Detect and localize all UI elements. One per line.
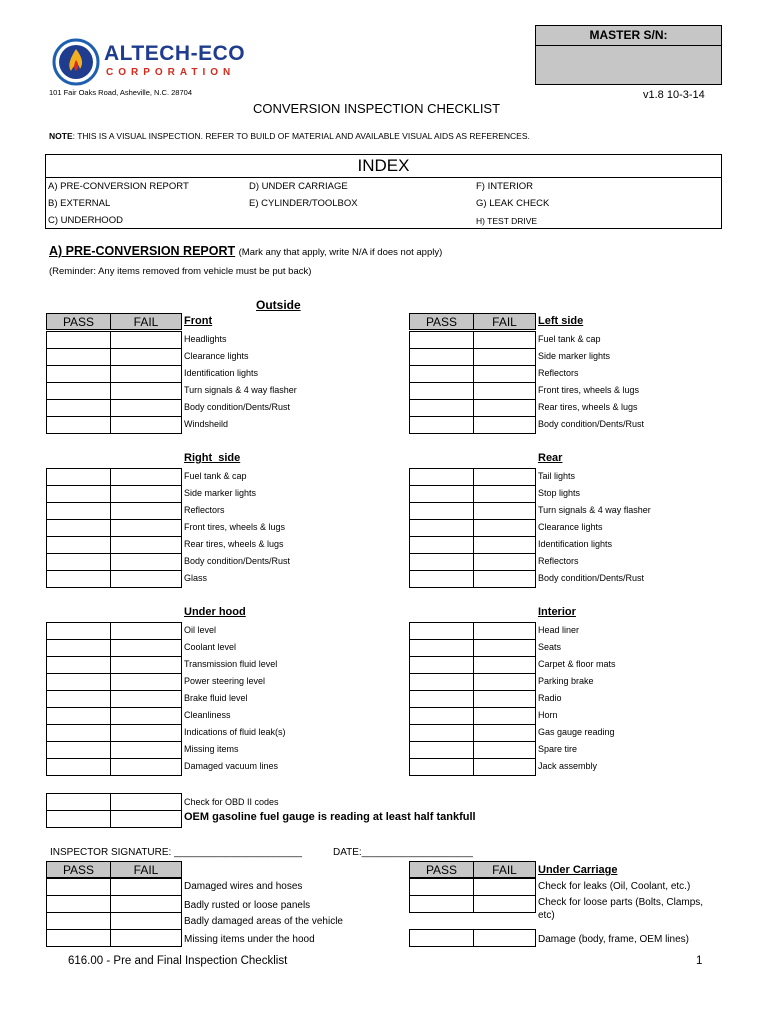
footer-page-number: 1 [696,955,703,967]
obd-pass-cell[interactable] [46,793,111,811]
right-side-pass-cell[interactable] [46,536,111,554]
master-sn-box [535,25,722,85]
front-fail-cell[interactable] [110,399,182,417]
right-side-item: Fuel tank & cap [184,471,247,481]
under-hood-item: Cleanliness [184,710,231,720]
flame-icon [52,38,100,86]
left-side-pass-cell[interactable] [409,331,474,349]
front-item: Body condition/Dents/Rust [184,402,291,412]
under-hood-pass-cell[interactable] [46,724,111,742]
right-side-item: Glass [184,573,208,583]
rear-pass-cell[interactable] [409,553,474,571]
right-side-fail-cell[interactable] [110,570,182,588]
pass-header-left: PASS [46,313,111,330]
interior-fail-cell[interactable] [473,724,536,742]
pass-header-right: PASS [409,313,474,330]
fail-header-bottom-left: FAIL [110,861,182,878]
company-logo [52,38,274,86]
under-hood-pass-cell[interactable] [46,690,111,708]
rear-fail-cell[interactable] [473,468,536,486]
under-hood-pass-cell[interactable] [46,673,111,691]
rear-item: Tail lights [538,471,576,481]
interior-fail-cell[interactable] [473,622,536,640]
left-side-pass-cell[interactable] [409,399,474,417]
rear-item: Reflectors [538,556,579,566]
right-side-fail-cell[interactable] [110,519,182,537]
interior-pass-cell[interactable] [409,639,474,657]
under-hood-pass-cell[interactable] [46,622,111,640]
interior-item: Radio [538,693,562,703]
left-side-fail-cell[interactable] [473,348,536,366]
obd-fail-cell[interactable] [110,793,182,811]
under-hood-fail-cell[interactable] [110,656,182,674]
right-side-fail-cell[interactable] [110,553,182,571]
rear-item: Identification lights [538,539,613,549]
interior-fail-cell[interactable] [473,673,536,691]
date-label[interactable]: DATE:____________________ [333,847,473,858]
master-sn-field[interactable] [536,46,721,85]
right-side-item: Rear tires, wheels & lugs [184,539,284,549]
under-hood-item: Transmission fluid level [184,659,278,669]
index-item-g: G) LEAK CHECK [476,198,550,209]
left-side-item: Side marker lights [538,351,611,361]
under-carriage-item-3: Damage (body, frame, OEM lines) [538,934,689,945]
under-hood-item: Brake fluid level [184,693,248,703]
interior-item: Seats [538,642,562,652]
obd-fail-cell[interactable] [110,810,182,828]
right-side-fail-cell[interactable] [110,502,182,520]
under-hood-fail-cell[interactable] [110,639,182,657]
under-hood-item: Missing items [184,744,239,754]
section-a-heading [49,244,442,258]
under-hood-title: Under hood [184,606,246,618]
fail-header-bottom-right: FAIL [473,861,536,878]
interior-item: Carpet & floor mats [538,659,616,669]
index-item-d: D) UNDER CARRIAGE [249,181,348,192]
left-side-item: Fuel tank & cap [538,334,601,344]
version: v1.8 10-3-14 [643,89,705,101]
right-side-pass-cell[interactable] [46,485,111,503]
front-fail-cell[interactable] [110,331,182,349]
interior-item: Jack assembly [538,761,598,771]
right-side-pass-cell[interactable] [46,519,111,537]
left-side-fail-cell[interactable] [473,331,536,349]
under-carriage-damage-pass-cell[interactable] [409,929,474,947]
interior-fail-cell[interactable] [473,639,536,657]
interior-item: Head liner [538,625,580,635]
rear-pass-cell[interactable] [409,519,474,537]
under-hood-item: Oil level [184,625,217,635]
obd-pass-cell[interactable] [46,810,111,828]
front-item: Turn signals & 4 way flasher [184,385,297,395]
left-side-item: Front tires, wheels & lugs [538,385,640,395]
left-side-pass-cell[interactable] [409,348,474,366]
bottom-item-1: Damaged wires and hoses [184,881,303,892]
index-item-b: B) EXTERNAL [48,198,111,209]
bottom-left-fail-cell[interactable] [110,929,182,947]
rear-pass-cell[interactable] [409,485,474,503]
interior-fail-cell[interactable] [473,690,536,708]
under-carriage-fail-cell[interactable] [473,878,536,896]
under-hood-pass-cell[interactable] [46,707,111,725]
front-title: Front [184,315,213,327]
under-carriage-pass-cell[interactable] [409,878,474,896]
under-carriage-fail-cell[interactable] [473,895,536,913]
front-fail-cell[interactable] [110,382,182,400]
front-pass-cell[interactable] [46,348,111,366]
right-side-pass-cell[interactable] [46,502,111,520]
front-pass-cell[interactable] [46,331,111,349]
bottom-left-fail-cell[interactable] [110,912,182,930]
section-a-title: A) PRE-CONVERSION REPORT [49,244,236,258]
front-item: Identification lights [184,368,259,378]
index-item-h: H) TEST DRIVE [476,216,538,226]
interior-pass-cell[interactable] [409,690,474,708]
note-label: NOTE [49,131,73,141]
left-side-fail-cell[interactable] [473,416,536,434]
right-side-fail-cell[interactable] [110,468,182,486]
company-sub: CORPORATION [106,67,236,78]
index-item-c: C) UNDERHOOD [48,215,123,226]
master-sn-label: MASTER S/N: [536,26,721,46]
under-hood-item: Coolant level [184,642,237,652]
rear-fail-cell[interactable] [473,485,536,503]
right-side-pass-cell[interactable] [46,468,111,486]
interior-fail-cell[interactable] [473,741,536,759]
interior-pass-cell[interactable] [409,724,474,742]
rear-fail-cell[interactable] [473,553,536,571]
bottom-left-fail-cell[interactable] [110,878,182,896]
right-side-fail-cell[interactable] [110,536,182,554]
interior-pass-cell[interactable] [409,707,474,725]
under-hood-fail-cell[interactable] [110,724,182,742]
bottom-left-pass-cell[interactable] [46,895,111,913]
left-side-fail-cell[interactable] [473,365,536,383]
under-hood-fail-cell[interactable] [110,622,182,640]
interior-title: Interior [538,606,576,618]
rear-pass-cell[interactable] [409,468,474,486]
fail-header-left: FAIL [110,313,182,330]
under-hood-item: Indications of fluid leak(s) [184,727,286,737]
note-text: : THIS IS A VISUAL INSPECTION. REFER TO BUILD OF MATERIAL AND AVAILABLE VISUAL AIDS AS REFERENCES. [72,131,530,141]
rear-fail-cell[interactable] [473,536,536,554]
front-pass-cell[interactable] [46,365,111,383]
under-hood-item: Power steering level [184,676,266,686]
company-address: 101 Fair Oaks Road, Asheville, N.C. 28704 [49,88,192,97]
obd-check-label: Check for OBD II codes [184,797,279,807]
front-fail-cell[interactable] [110,365,182,383]
right-side-item: Front tires, wheels & lugs [184,522,286,532]
right-side-pass-cell[interactable] [46,553,111,571]
section-a-note: (Mark any that apply, write N/A if does not apply) [238,247,443,258]
page-title: CONVERSION INSPECTION CHECKLIST [253,101,501,116]
under-carriage-pass-cell[interactable] [409,895,474,913]
left-side-pass-cell[interactable] [409,382,474,400]
rear-item: Stop lights [538,488,581,498]
fuel-gauge-label: OEM gasoline fuel gauge is reading at least half tankfull [184,811,476,823]
note [49,131,530,141]
section-a-reminder: (Reminder: Any items removed from vehicle must be put back) [49,266,312,277]
front-pass-cell[interactable] [46,416,111,434]
interior-pass-cell[interactable] [409,622,474,640]
rear-title: Rear [538,452,563,464]
interior-pass-cell[interactable] [409,758,474,776]
rear-fail-cell[interactable] [473,502,536,520]
left-side-pass-cell[interactable] [409,416,474,434]
left-side-pass-cell[interactable] [409,365,474,383]
bottom-left-fail-cell[interactable] [110,895,182,913]
front-fail-cell[interactable] [110,348,182,366]
under-hood-pass-cell[interactable] [46,741,111,759]
under-hood-fail-cell[interactable] [110,741,182,759]
company-name: ALTECH-ECO [104,42,246,65]
right-side-item: Reflectors [184,505,225,515]
bottom-item-2: Badly rusted or loose panels [184,900,311,911]
under-hood-fail-cell[interactable] [110,707,182,725]
under-hood-pass-cell[interactable] [46,656,111,674]
footer-doc-title: 616.00 - Pre and Final Inspection Checklist [68,955,288,967]
interior-pass-cell[interactable] [409,741,474,759]
pass-header-bottom-right: PASS [409,861,474,878]
under-carriage-title: Under Carriage [538,864,618,876]
rear-pass-cell[interactable] [409,570,474,588]
interior-item: Horn [538,710,558,720]
under-carriage-damage-fail-cell[interactable] [473,929,536,947]
right-side-item: Side marker lights [184,488,257,498]
under-carriage-item-1: Check for leaks (Oil, Coolant, etc.) [538,881,691,892]
left-side-fail-cell[interactable] [473,382,536,400]
interior-item: Gas gauge reading [538,727,615,737]
front-pass-cell[interactable] [46,382,111,400]
under-carriage-item-2: Check for loose parts (Bolts, Clamps, etc) [538,897,704,921]
rear-item: Clearance lights [538,522,603,532]
rear-fail-cell[interactable] [473,519,536,537]
rear-pass-cell[interactable] [409,502,474,520]
front-item: Headlights [184,334,227,344]
bottom-left-pass-cell[interactable] [46,929,111,947]
bottom-item-4: Missing items under the hood [184,934,315,945]
left-side-title: Left side [538,315,584,327]
interior-fail-cell[interactable] [473,656,536,674]
under-hood-pass-cell[interactable] [46,758,111,776]
under-hood-fail-cell[interactable] [110,673,182,691]
rear-pass-cell[interactable] [409,536,474,554]
right-side-item: Body condition/Dents/Rust [184,556,291,566]
under-hood-pass-cell[interactable] [46,639,111,657]
index-item-e: E) CYLINDER/TOOLBOX [249,198,358,209]
interior-fail-cell[interactable] [473,707,536,725]
front-item: Windsheild [184,419,229,429]
left-side-item: Rear tires, wheels & lugs [538,402,638,412]
index-item-a: A) PRE-CONVERSION REPORT [48,181,189,192]
under-hood-fail-cell[interactable] [110,758,182,776]
front-fail-cell[interactable] [110,416,182,434]
bottom-left-pass-cell[interactable] [46,912,111,930]
front-pass-cell[interactable] [46,399,111,417]
left-side-item: Reflectors [538,368,579,378]
index-box [45,154,722,229]
bottom-item-3: Badly damaged areas of the vehicle [184,916,343,927]
right-side-title: Right side [184,452,241,464]
interior-fail-cell[interactable] [473,758,536,776]
interior-item: Spare tire [538,744,578,754]
index-title: INDEX [46,155,721,178]
left-side-item: Body condition/Dents/Rust [538,419,645,429]
right-side-pass-cell[interactable] [46,570,111,588]
pass-header-bottom-left: PASS [46,861,111,878]
interior-pass-cell[interactable] [409,673,474,691]
front-item: Clearance lights [184,351,249,361]
interior-item: Parking brake [538,676,594,686]
bottom-left-pass-cell[interactable] [46,878,111,896]
rear-item: Body condition/Dents/Rust [538,573,645,583]
rear-fail-cell[interactable] [473,570,536,588]
left-side-fail-cell[interactable] [473,399,536,417]
rear-item: Turn signals & 4 way flasher [538,505,651,515]
under-hood-fail-cell[interactable] [110,690,182,708]
inspector-signature-label[interactable]: INSPECTOR SIGNATURE: _______________________ [50,847,303,858]
fail-header-right: FAIL [473,313,536,330]
right-side-fail-cell[interactable] [110,485,182,503]
index-item-f: F) INTERIOR [476,181,533,192]
outside-label: Outside [256,298,301,312]
under-hood-item: Damaged vacuum lines [184,761,279,771]
interior-pass-cell[interactable] [409,656,474,674]
